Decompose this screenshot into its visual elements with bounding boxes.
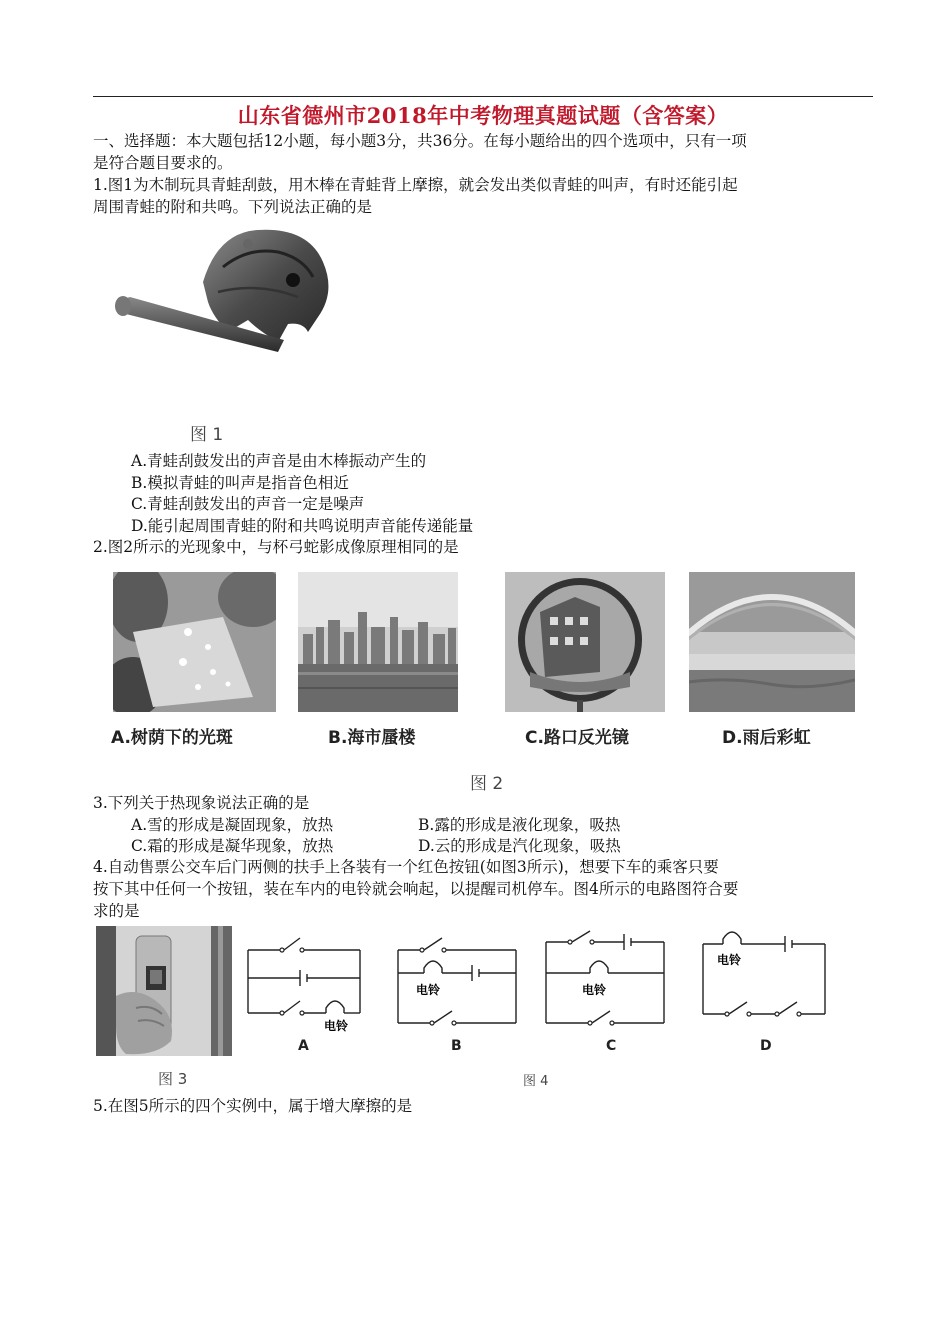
top-rule [93, 96, 873, 97]
q1-stem-line-1: 1.图1为木制玩具青蛙刮鼓，用木棒在青蛙背上摩擦，就会发出类似青蛙的叫声，有时还能引起 [93, 176, 738, 194]
q1-option-c: C.青蛙刮鼓发出的声音一定是噪声 [131, 495, 365, 513]
q3-option-d: D.云的形成是汽化现象，吸热 [418, 837, 621, 855]
circuit-a [240, 928, 370, 1033]
q2-caption-a: A.树荫下的光斑 [111, 728, 233, 748]
q3-option-c: C.霜的形成是凝华现象，放热 [131, 837, 334, 855]
circuit-c [538, 928, 673, 1033]
q2-caption-c: C.路口反光镜 [525, 728, 629, 748]
q1-option-b: B.模拟青蛙的叫声是指音色相近 [131, 474, 349, 492]
figure-1-caption: 图 1 [190, 425, 224, 445]
circuit-b [390, 928, 525, 1033]
circuit-d-label: D [760, 1038, 772, 1054]
q2-caption-b: B.海市蜃楼 [328, 728, 416, 748]
figure-3-bus-button-photo [96, 926, 232, 1056]
photo-a-light-spots [113, 572, 276, 712]
circuit-d [695, 918, 835, 1028]
q1-stem-line-2: 周围青蛙的附和共鸣。下列说法正确的是 [93, 198, 373, 216]
circuit-d-bell-label: 电铃 [717, 953, 742, 967]
photo-d-rainbow [689, 572, 855, 712]
q3-option-a: A.雪的形成是凝固现象，放热 [131, 816, 334, 834]
q3-option-b: B.露的形成是液化现象，吸热 [418, 816, 621, 834]
q1-option-d: D.能引起周围青蛙的附和共鸣说明声音能传递能量 [131, 517, 474, 535]
figure-2-caption: 图 2 [470, 774, 504, 794]
intro-line-1: 一、选择题：本大题包括12小题，每小题3分，共36分。在每小题给出的四个选项中，只有一项 [93, 132, 747, 150]
figure-4-caption: 图 4 [523, 1074, 549, 1089]
circuit-a-label: A [298, 1038, 309, 1054]
q2-stem: 2.图2所示的光现象中，与杯弓蛇影成像原理相同的是 [93, 538, 459, 556]
circuit-c-label: C [606, 1038, 617, 1054]
q1-option-a: A.青蛙刮鼓发出的声音是由木棒振动产生的 [131, 452, 427, 470]
circuit-b-bell-label: 电铃 [416, 983, 441, 997]
q4-stem-line-2: 按下其中任何一个按钮，装在车内的电铃就会响起，以提醒司机停车。图4所示的电路图符合要 [93, 880, 739, 898]
circuit-c-bell-label: 电铃 [582, 983, 607, 997]
q2-caption-d: D.雨后彩虹 [722, 728, 811, 748]
figure-1-frog-drum [108, 222, 338, 422]
q4-stem-line-1: 4.自动售票公交车后门两侧的扶手上各装有一个红色按钮(如图3所示)，想要下车的乘客只要 [93, 858, 719, 876]
photo-c-road-mirror [505, 572, 665, 712]
circuit-b-label: B [451, 1038, 462, 1054]
figure-3-caption: 图 3 [158, 1070, 188, 1088]
circuit-a-bell-label: 电铃 [324, 1019, 349, 1033]
intro-line-2: 是符合题目要求的。 [93, 154, 233, 172]
q5-stem: 5.在图5所示的四个实例中，属于增大摩擦的是 [93, 1097, 413, 1115]
photo-b-mirage [298, 572, 458, 712]
page-title: 山东省德州市2018年中考物理真题试题（含答案） [237, 103, 729, 128]
q4-stem-line-3: 求的是 [93, 902, 140, 920]
q3-stem: 3.下列关于热现象说法正确的是 [93, 794, 310, 812]
